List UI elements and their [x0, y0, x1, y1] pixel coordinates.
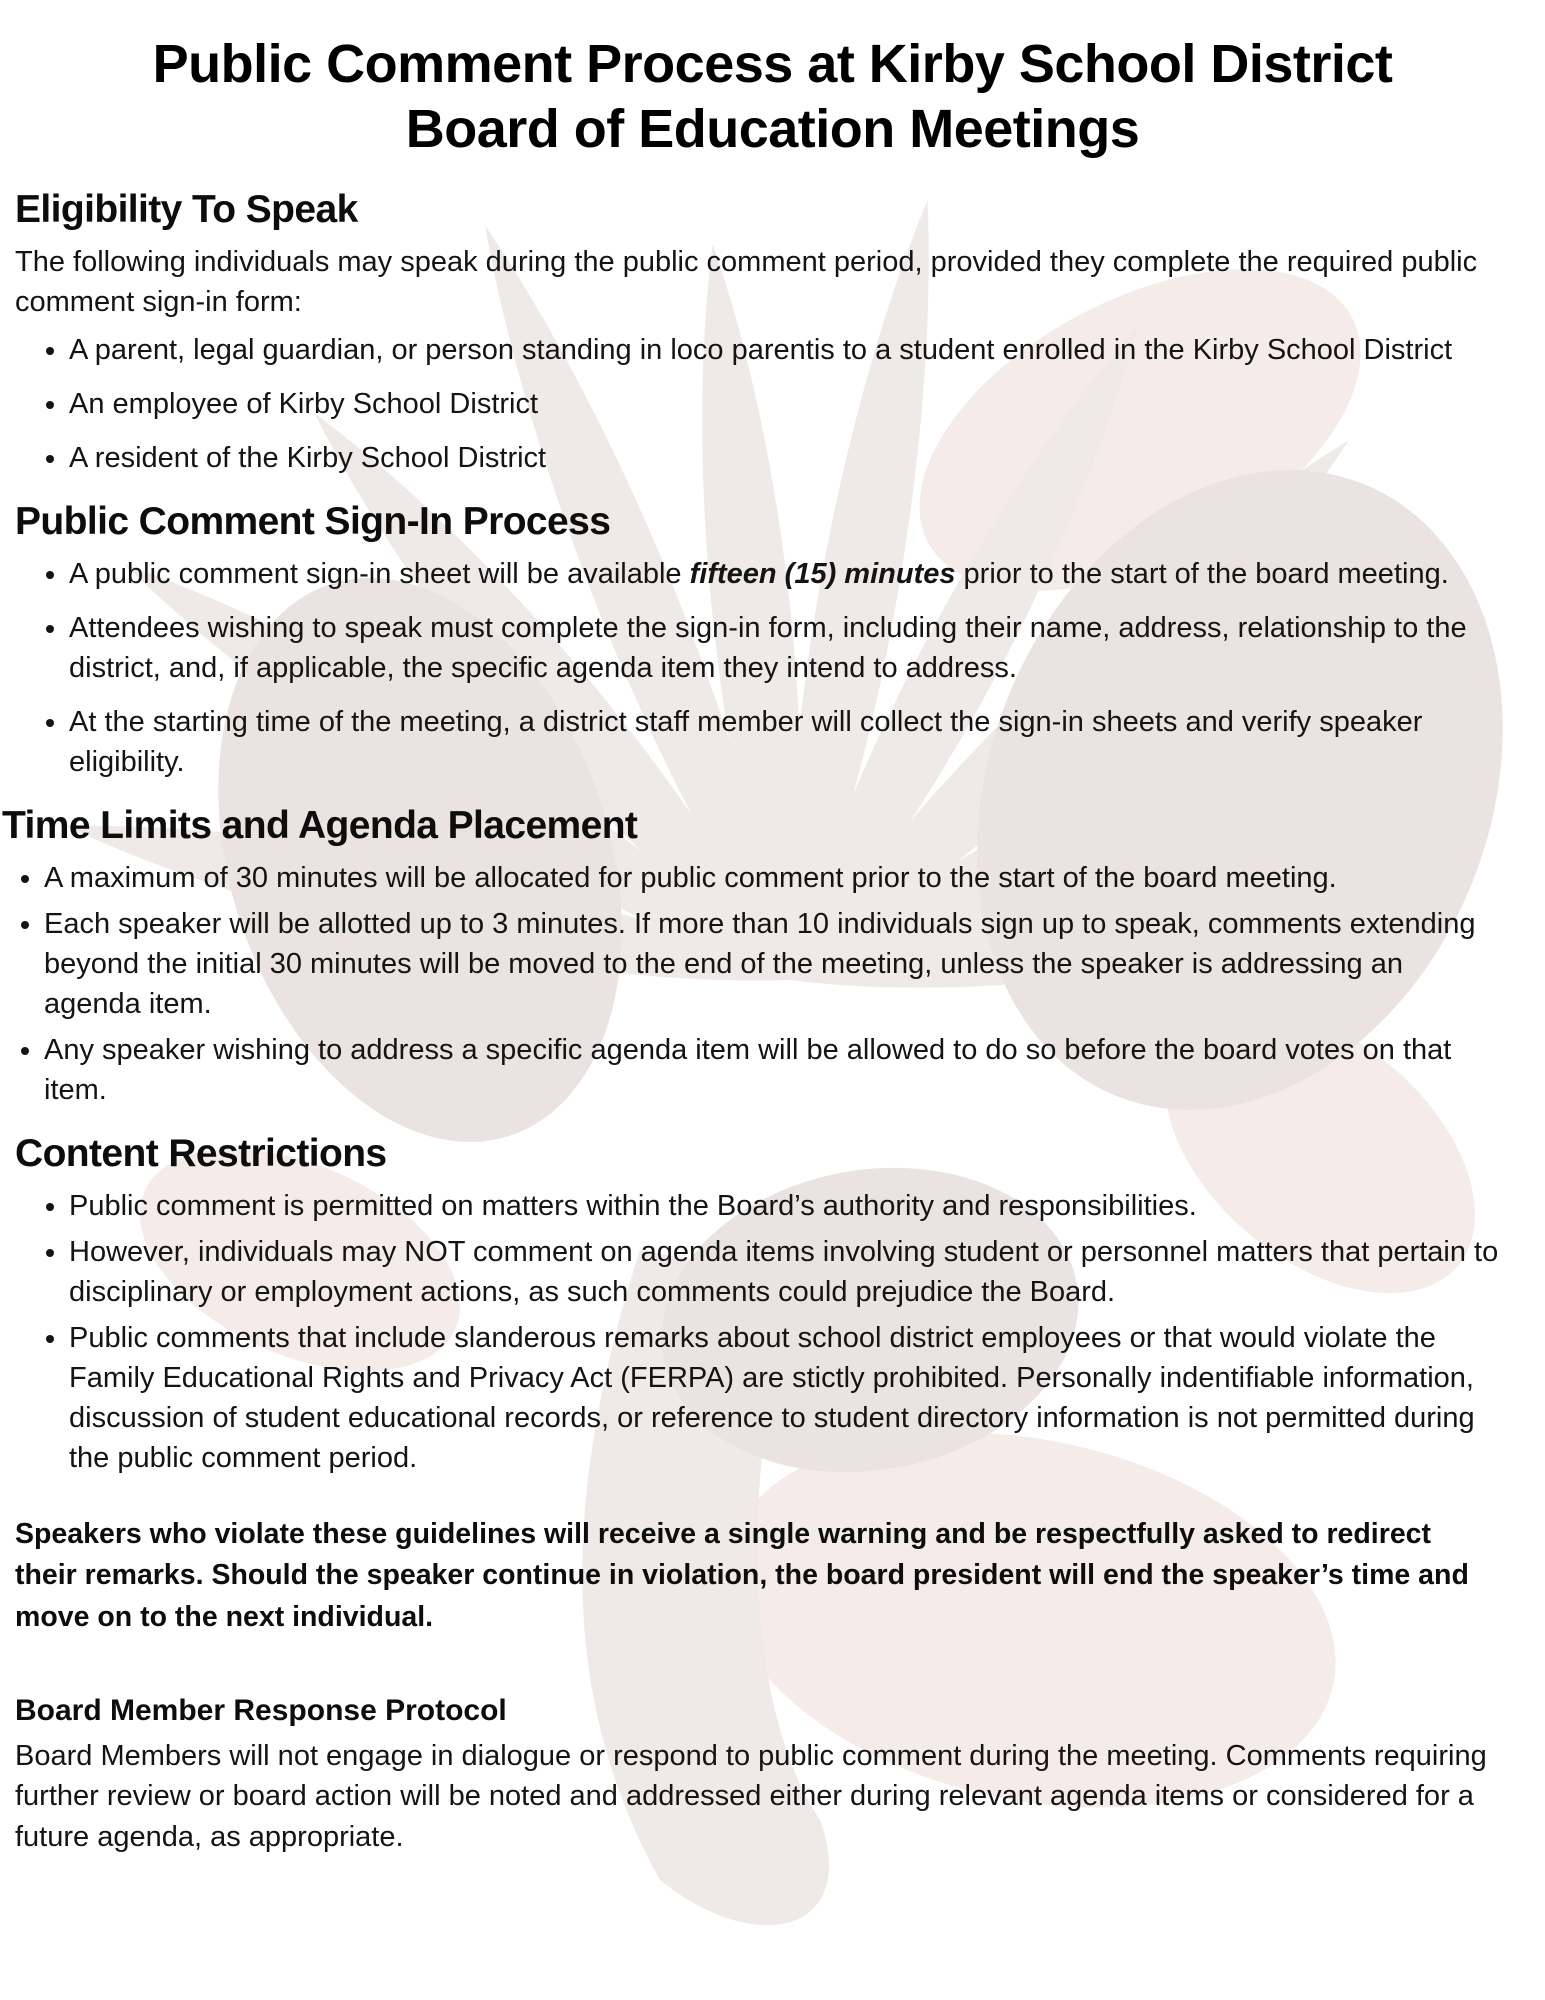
page-title-line2: Board of Education Meetings — [405, 98, 1140, 159]
bullet-item: • Any speaker wishing to address a specific agenda item will be allowed to do so before the board votes on that item. — [44, 1030, 1502, 1110]
bullet-item: • However, individuals may NOT comment on agenda items involving student or personnel matters that pertain to disciplinary or employment actions, as such comments could prejudice the Board. — [69, 1232, 1502, 1312]
section-content-restrictions — [15, 1132, 1530, 1478]
bullet-item: • An employee of Kirby School District — [69, 384, 1502, 424]
eligibility-intro: The following individuals may speak during the public comment period, provided they complete the required public comment sign-in form: — [15, 245, 1478, 318]
section-eligibility — [15, 188, 1530, 478]
bullet-item: • A resident of the Kirby School District — [69, 438, 1502, 478]
section-heading-time-limits: Time Limits and Agenda Placement — [2, 803, 638, 847]
bullet-item: • A public comment sign-in sheet will be available fifteen (15) minutes prior to the start of the board meeting. — [69, 554, 1502, 594]
bullet-item: • Public comments that include slanderous remarks about school district employees or that would violate the Family Educational Rights and Privacy Act (FERPA) are stictly prohibited. Personally indentifiable information, discussion of student educational records, or reference to student directory information is not permitted during the public comment period. — [69, 1318, 1502, 1478]
eligibility-bullet-list — [15, 330, 1530, 478]
time-limits-bullet-list — [2, 858, 1530, 1110]
bullet-item: • A maximum of 30 minutes will be allocated for public comment prior to the start of the board meeting. — [44, 858, 1502, 898]
section-heading-content-restrictions: Content Restrictions — [15, 1131, 387, 1175]
sign-in-bullet-list — [15, 554, 1530, 782]
response-protocol-heading: Board Member Response Protocol — [15, 1693, 507, 1727]
bullet-item: • A parent, legal guardian, or person standing in loco parentis to a student enrolled in the Kirby School District — [69, 330, 1502, 370]
section-sign-in-process — [15, 500, 1530, 782]
bullet-item: • Attendees wishing to speak must complete the sign-in form, including their name, address, relationship to the district, and, if applicable, the specific agenda item they intend to address. — [69, 608, 1502, 688]
response-protocol-body: Board Members will not engage in dialogue or respond to public comment during the meeting. Comments requiring further review or board action will be noted and addressed either during relevant agenda items or considered for a future agenda, as appropriate. — [15, 1739, 1487, 1854]
bullet-item: • At the starting time of the meeting, a district staff member will collect the sign-in sheets and verify speaker eligibility. — [69, 702, 1502, 782]
violation-warning-paragraph: Speakers who violate these guidelines will receive a single warning and be respectfully asked to redirect their remarks. Should the speaker continue in violation, the board president will end the speaker’s time and move on to the next individual. — [15, 1517, 1469, 1633]
bullet-item: • Public comment is permitted on matters within the Board’s authority and responsibilities. — [69, 1186, 1502, 1226]
section-heading-eligibility: Eligibility To Speak — [15, 187, 358, 231]
content-restrictions-bullet-list — [15, 1186, 1530, 1478]
section-heading-sign-in: Public Comment Sign-In Process — [15, 499, 611, 543]
page-title — [15, 32, 1530, 162]
bold-italic-emphasis: fifteen (15) minutes — [689, 557, 956, 590]
page-title-line1: Public Comment Process at Kirby School District — [152, 34, 1393, 94]
section-time-limits — [2, 804, 1530, 1110]
bullet-item: • Each speaker will be allotted up to 3 minutes. If more than 10 individuals sign up to speak, comments extending beyond the initial 30 minutes will be moved to the end of the meeting, unless the speaker is addressing an agenda item. — [44, 904, 1502, 1024]
